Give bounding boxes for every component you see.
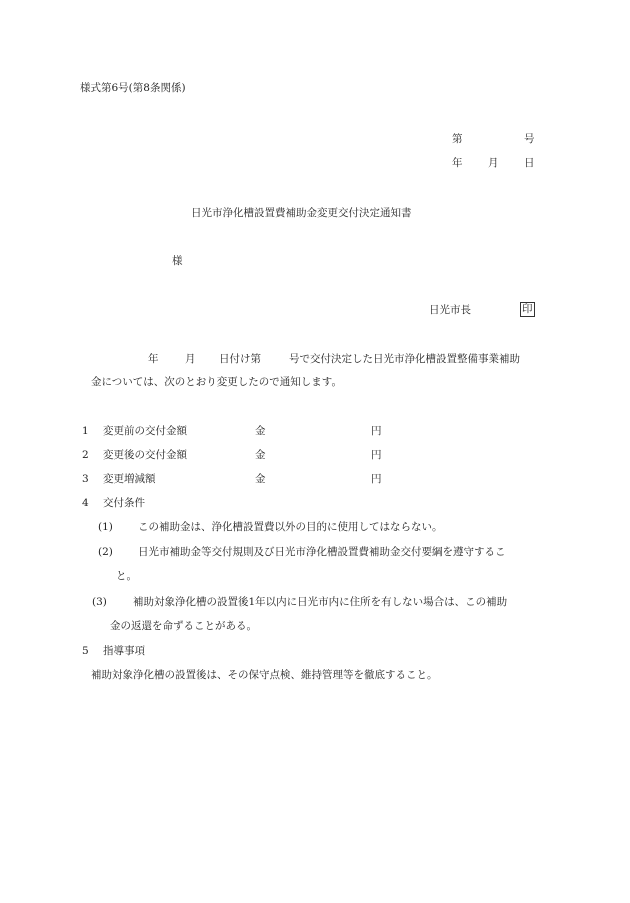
date-month: 月 (488, 157, 499, 169)
item-label: 変更後の交付金額 (103, 449, 187, 461)
item-number: 2 (82, 449, 89, 461)
item-kin: 金 (255, 473, 266, 485)
item-number: 1 (82, 425, 89, 437)
guidance-text: 補助対象浄化槽の設置後は、その保守点検、維持管理等を徹底すること。 (91, 669, 438, 681)
condition-1-number: (1) (98, 521, 113, 533)
item-kin: 金 (255, 449, 266, 461)
condition-1-text: この補助金は、浄化槽設置費以外の目的に使用してはならない。 (138, 521, 443, 533)
conditions-number: 4 (82, 497, 89, 509)
condition-2-line1: 日光市補助金等交付規則及び日光市浄化槽設置費補助金交付要綱を遵守するこ (138, 546, 506, 558)
document-title: 日光市浄化槽設置費補助金変更交付決定通知書 (191, 207, 412, 219)
item-label: 変更増減額 (103, 473, 156, 485)
item-number: 3 (82, 473, 89, 485)
item-yen: 円 (371, 473, 382, 485)
guidance-heading: 指導事項 (103, 645, 145, 657)
date-year: 年 (452, 157, 463, 169)
body-line2: 金については、次のとおり変更したので通知します。 (91, 376, 342, 388)
condition-2-line2: と。 (116, 570, 137, 582)
item-yen: 円 (371, 449, 382, 461)
body-year: 年 (148, 353, 159, 365)
condition-3-line1: 補助対象浄化槽の設置後1年以内に日光市内に住所を有しない場合は、この補助 (133, 596, 508, 608)
doc-number-suffix: 号 (524, 133, 535, 145)
condition-3-line2: 金の返還を命ずることがある。 (110, 620, 257, 632)
conditions-heading: 交付条件 (103, 497, 145, 509)
item-kin: 金 (255, 425, 266, 437)
doc-number-prefix: 第 (452, 133, 463, 145)
body-month: 月 (185, 353, 196, 365)
issuer-name: 日光市長 (429, 304, 471, 316)
item-label: 変更前の交付金額 (103, 425, 187, 437)
seal-text: 印 (522, 303, 533, 315)
addressee-suffix: 様 (172, 255, 183, 267)
condition-2-number: (2) (98, 546, 113, 558)
seal-mark (520, 302, 535, 317)
date-day: 日 (524, 157, 535, 169)
body-line1-rest: 号で交付決定した日光市浄化槽設置整備事業補助 (289, 353, 520, 365)
item-yen: 円 (371, 425, 382, 437)
condition-3-number: (3) (92, 596, 107, 608)
body-dated-no: 日付け第 (219, 353, 261, 365)
form-label: 様式第6号(第8条関係) (80, 82, 186, 94)
guidance-number: 5 (82, 645, 89, 657)
